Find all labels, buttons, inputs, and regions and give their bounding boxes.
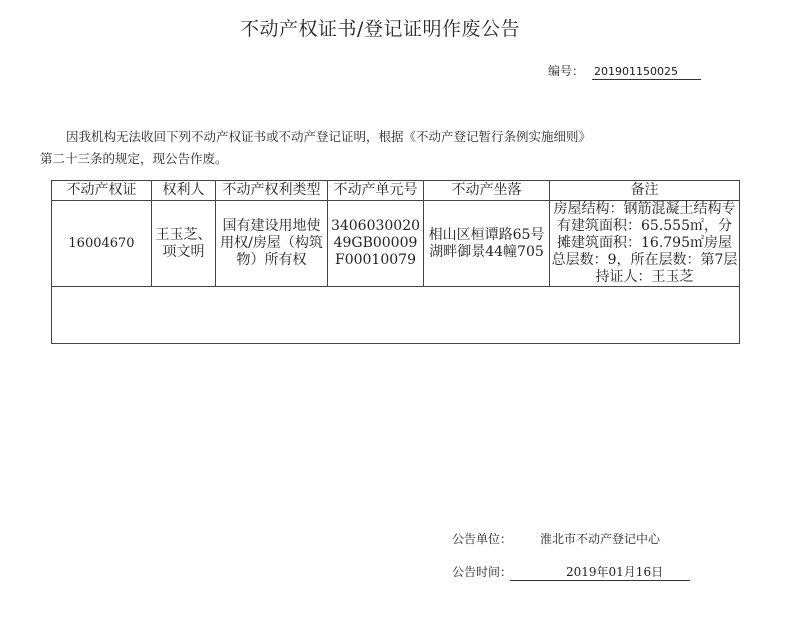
announce-unit-label: 公告单位： bbox=[452, 532, 513, 546]
cell-right-type: 国有建设用地使用权/房屋（构筑物）所有权 bbox=[216, 201, 328, 287]
header-right-type: 不动产权利类型 bbox=[216, 181, 328, 201]
intro-line-2: 第二十三条的规定，现公告作废。 bbox=[40, 151, 228, 166]
cell-holder: 王玉芝、项文明 bbox=[152, 201, 216, 287]
empty-cell bbox=[52, 287, 740, 344]
table-empty-row bbox=[52, 287, 740, 344]
time-underline bbox=[510, 580, 690, 581]
header-cert: 不动产权证 bbox=[52, 181, 152, 201]
table-header-row bbox=[52, 181, 740, 201]
serial-value: 201901150025 bbox=[592, 65, 701, 80]
cell-remark: 房屋结构：钢筋混凝土结构专有建筑面积：65.555㎡，分摊建筑面积：16.795㎡房屋总层数：9，所在层数：第7层持证人：王玉芝 bbox=[550, 201, 740, 287]
header-remark: 备注 bbox=[550, 181, 740, 201]
intro-paragraph bbox=[40, 126, 720, 170]
intro-line-1: 因我机构无法收回下列不动产权证书或不动产登记证明，根据《不动产登记暂行条例实施细则》 bbox=[66, 129, 592, 144]
void-notice-table bbox=[51, 180, 740, 344]
cell-location: 相山区桓谭路65号湖畔御景44幢705 bbox=[424, 201, 550, 287]
announce-time-value: 2019年01月16日 bbox=[566, 565, 664, 579]
announce-unit-value: 淮北市不动产登记中心 bbox=[540, 532, 661, 546]
header-unit-no: 不动产单元号 bbox=[328, 181, 424, 201]
header-holder: 权利人 bbox=[152, 181, 216, 201]
header-location: 不动产坐落 bbox=[424, 181, 550, 201]
announce-time-label: 公告时间： bbox=[452, 565, 513, 579]
serial-number bbox=[548, 62, 701, 80]
cell-unit-no: 340603002049GB00009F00010079 bbox=[328, 201, 424, 287]
table-row bbox=[52, 201, 740, 287]
page-title: 不动产权证书/登记证明作废公告 bbox=[240, 18, 520, 40]
serial-label: 编号： bbox=[548, 64, 585, 78]
cell-cert: 16004670 bbox=[52, 201, 152, 287]
